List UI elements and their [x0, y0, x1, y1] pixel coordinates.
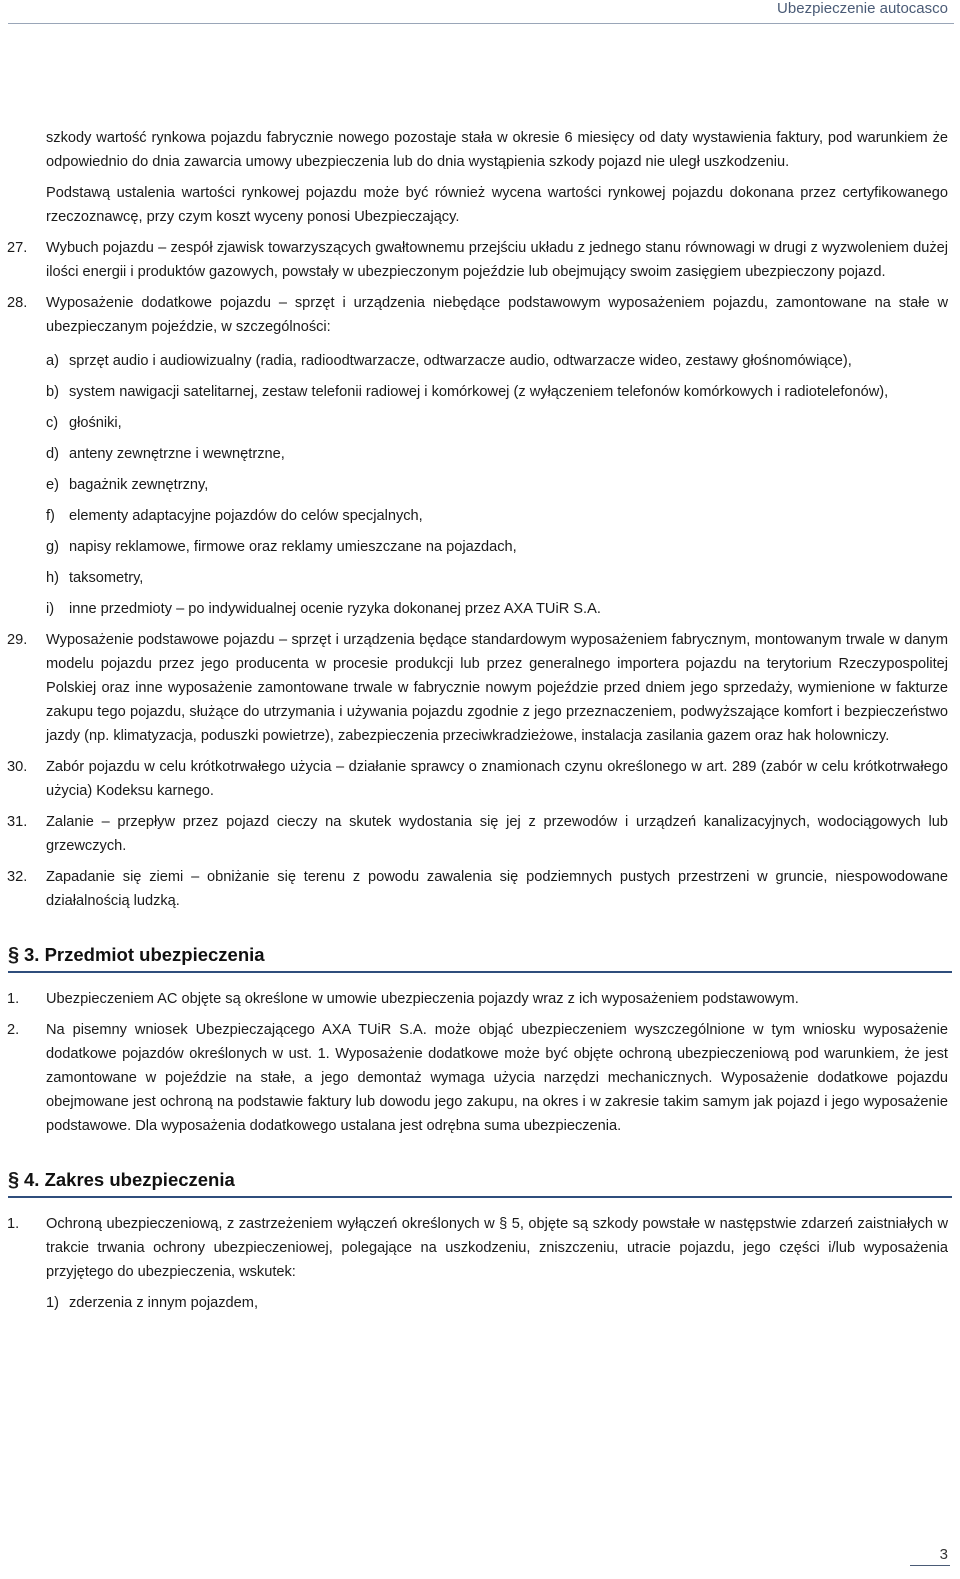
list-item-text: bagażnik zewnętrzny, [69, 477, 209, 493]
list-item-text: napisy reklamowe, firmowe oraz reklamy umieszczane na pojazdach, [69, 539, 517, 555]
list-item-label: a) [46, 353, 59, 369]
list-item-text: anteny zewnętrzne i wewnętrzne, [69, 446, 285, 462]
list-item [46, 380, 948, 404]
list-item-label: e) [46, 477, 59, 493]
section-item-text: Ubezpieczeniem AC objęte są określone w umowie ubezpieczenia pojazdy wraz z ich wyposażeniem podstawowym. [46, 991, 799, 1007]
list-item-label: i) [46, 601, 55, 617]
list-item [46, 535, 948, 559]
section-item [7, 1212, 948, 1284]
section-item-number: 1. [7, 991, 20, 1007]
list-item-text: głośniki, [69, 415, 122, 431]
definition-item [7, 236, 948, 284]
definition-item [7, 291, 948, 339]
list-item-label: 1) [46, 1295, 59, 1311]
list-item-label: f) [46, 508, 55, 524]
definition-number: 28. [7, 295, 28, 311]
definition-number: 29. [7, 632, 28, 648]
section-sign: § [8, 944, 20, 966]
list-item [46, 349, 948, 373]
definition-text: Zalanie – przepływ przez pojazd cieczy na skutek wydostania się jej z przewodów i urządzeń kanalizacyjnych, wodociągowych lub grzewczych. [46, 814, 948, 854]
page-header [0, 0, 960, 26]
footer-divider [910, 1565, 950, 1566]
header-title: Ubezpieczenie autocasco [777, 0, 948, 17]
list-item-text: sprzęt audio i audiowizualny (radia, radioodtwarzacze, odtwarzacze audio, odtwarzacze wideo, zestawy głośnomówiące), [69, 353, 852, 369]
section-item-text: Ochroną ubezpieczeniową, z zastrzeżeniem wyłączeń określonych w § 5, objęte są szkody powstałe w następstwie zdarzeń zaistniałych w trakcie trwania ochrony ubezpieczeniowej, polegające na uszkodzeniu, zniszczeniu, utracie pojazdu, jego części i/lub wyposażenia przyjętego do ubezpieczenia, wskutek: [46, 1216, 948, 1280]
list-item-label: b) [46, 384, 59, 400]
definition-text: Zapadanie się ziemi – obniżanie się terenu z powodu zawalenia się podziemnych pustych przestrzeni w gruncie, niespowodowane działalnością ludzką. [46, 869, 948, 909]
header-divider [8, 23, 954, 24]
definition-item [7, 755, 948, 803]
list-item-text: system nawigacji satelitarnej, zestaw telefonii radiowej i komórkowej (z wyłączeniem telefonów komórkowych i radiotelefonów), [69, 384, 889, 400]
list-item [46, 473, 948, 497]
definition-item [7, 865, 948, 913]
definition-number: 27. [7, 240, 28, 256]
document-body [0, 126, 960, 1315]
definition-text: Wyposażenie podstawowe pojazdu – sprzęt i urządzenia będące standardowym wyposażeniem fabrycznym, montowanym trwale w danym modelu pojazdu przez jego producenta w procesie produkcji lub przez generalnego importera pojazdu na terytorium Rzeczypospolitej Polskiej oraz inne wyposażenie zamontowane trwale w fabrycznie nowym pojeździe przed dniem jego sprzedaży, wymienione w fakturze zakupu tego pojazdu, służące do utrzymania i używania pojazdu zgodnie z jego przeznaczeniem, podwyższające komfort i bezpieczeństwo jazdy (np. klimatyzacja, poduszki powietrze), zabezpieczenia przeciwkradzieżowe, instalacja zasilania gazem oraz hak holowniczy. [46, 632, 948, 744]
list-item-label: d) [46, 446, 59, 462]
definition-text: Zabór pojazdu w celu krótkotrwałego użycia – działanie sprawcy o znamionach czynu określonego w art. 289 (zabór w celu krótkotrwałego użycia) Kodeksu karnego. [46, 759, 948, 799]
definition-number: 30. [7, 759, 28, 775]
section-item-number: 2. [7, 1022, 20, 1038]
definition-item [7, 628, 948, 748]
section-title: 4. Zakres ubezpieczenia [24, 1169, 235, 1190]
section-sign: § [8, 1169, 20, 1191]
section-item-text: Na pisemny wniosek Ubezpieczającego AXA TUiR S.A. może objąć ubezpieczeniem wyszczególnione w tym wniosku wyposażenie dodatkowe pojazdów określonych w ust. 1. Wyposażenie dodatkowe może być objęte ochroną ubezpieczeniową pod warunkiem, że jest zamontowane w pojeździe na stałe, a jego demontaż wymaga użycia narzędzi mechanicznych. Wyposażenie dodatkowe pojazdu obejmowane jest ochroną na podstawie faktury lub dowodu jego zakupu, na okres i w zakresie takim samym jak pojazd i jego wyposażenie podstawowe. Dla wyposażenia dodatkowego ustalana jest odrębna suma ubezpieczenia. [46, 1022, 948, 1134]
list-item [46, 504, 948, 528]
definition-number: 31. [7, 814, 28, 830]
section-title: 3. Przedmiot ubezpieczenia [24, 944, 265, 965]
list-item [46, 442, 948, 466]
section-heading [8, 1166, 952, 1198]
list-item-label: h) [46, 570, 59, 586]
section-item [7, 1018, 948, 1138]
list-item [46, 566, 948, 590]
intro-paragraph: Podstawą ustalenia wartości rynkowej pojazdu może być również wycena wartości rynkowej pojazdu dokonana przez certyfikowanego rzeczoznawcę, przy czym koszt wyceny ponosi Ubezpieczający. [46, 185, 948, 225]
definition-text: Wyposażenie dodatkowe pojazdu – sprzęt i urządzenia niebędące podstawowym wyposażeniem pojazdu, zamontowane na stałe w ubezpieczanym pojeździe, w szczególności: [46, 295, 948, 335]
list-item [46, 597, 948, 621]
list-item-text: elementy adaptacyjne pojazdów do celów specjalnych, [69, 508, 423, 524]
definition-text: Wybuch pojazdu – zespół zjawisk towarzyszących gwałtownemu przejściu układu z jednego stanu równowagi w drugi z wyzwoleniem dużej ilości energii i produktów gazowych, powstały w ubezpieczonym pojeździe lub obejmujący swoim zasięgiem ubezpieczony pojazd. [46, 240, 948, 280]
list-item-text: inne przedmioty – po indywidualnej ocenie ryzyka dokonanej przez AXA TUiR S.A. [69, 601, 601, 617]
page-number: 3 [939, 1546, 948, 1563]
list-item-label: c) [46, 415, 59, 431]
definition-number: 32. [7, 869, 28, 885]
list-item [46, 1291, 948, 1315]
list-item [46, 411, 948, 435]
list-item-text: zderzenia z innym pojazdem, [69, 1295, 258, 1311]
section-item-number: 1. [7, 1216, 20, 1232]
list-item-text: taksometry, [69, 570, 144, 586]
definition-item [7, 810, 948, 858]
section-heading [8, 941, 952, 973]
list-item-label: g) [46, 539, 59, 555]
section-item [7, 987, 948, 1011]
intro-paragraph: szkody wartość rynkowa pojazdu fabrycznie nowego pozostaje stała w okresie 6 miesięcy od daty wystawienia faktury, pod warunkiem że odpowiednio do dnia zawarcia umowy ubezpieczenia lub do dnia wystąpienia szkody pojazd nie uległ uszkodzeniu. [46, 130, 948, 170]
